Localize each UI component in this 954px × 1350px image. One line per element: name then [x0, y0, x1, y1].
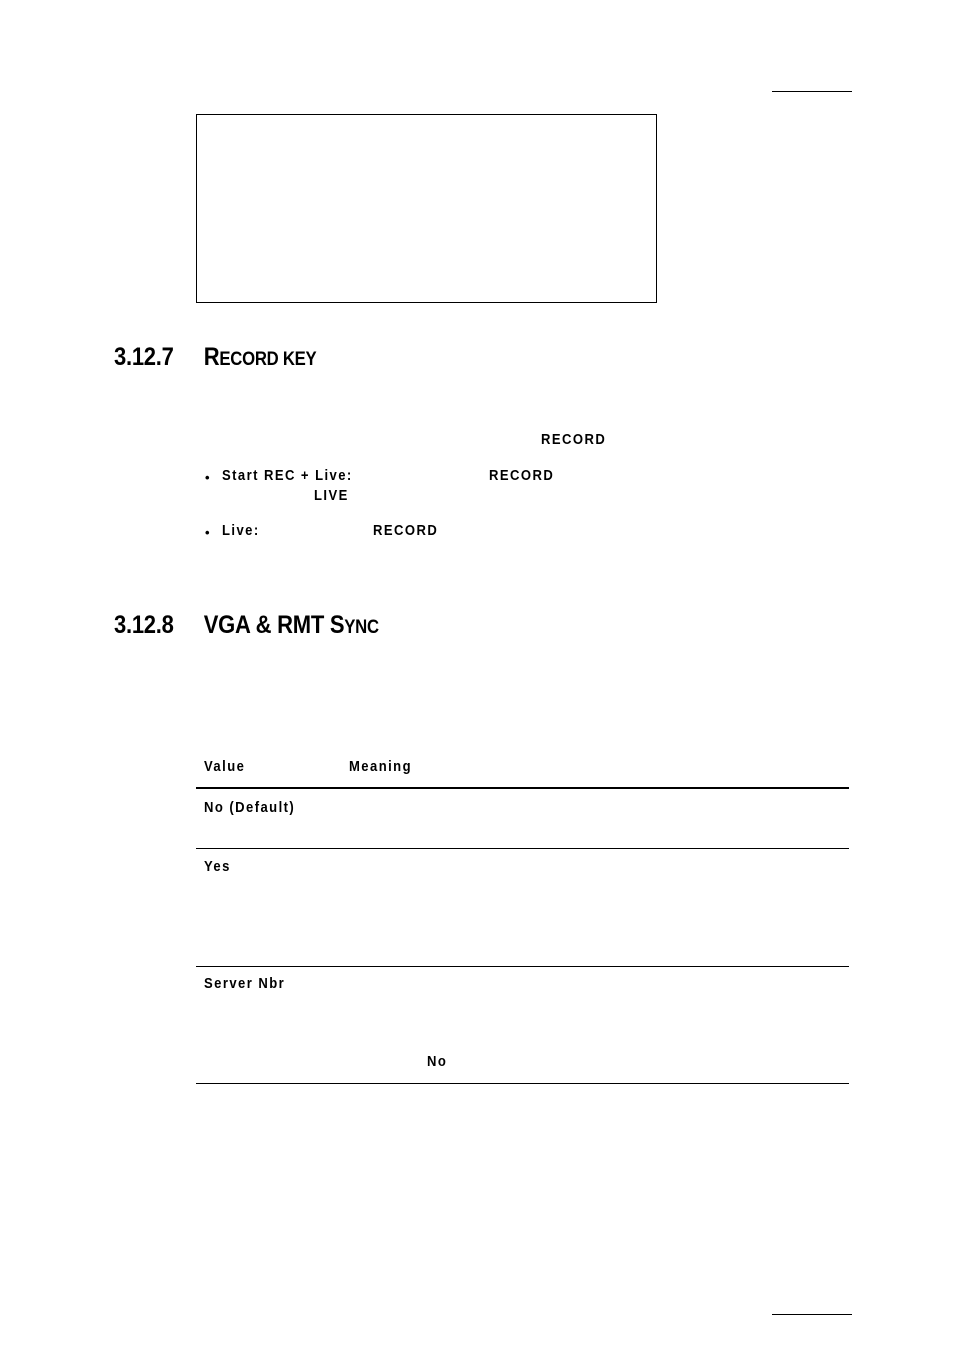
section-title-main: VGA & RMT S — [203, 611, 345, 639]
bullet-live-key: RECORD — [373, 523, 439, 539]
bullet-live-label: Live: — [222, 523, 260, 539]
bullet-start-rec-live-label: Start REC + Live: — [222, 468, 353, 484]
footer-rule — [772, 1314, 852, 1315]
section-title-initial: R — [203, 343, 220, 371]
table-row-divider — [196, 848, 849, 849]
table-header-meaning: Meaning — [349, 759, 413, 775]
section-heading-record-key — [114, 343, 316, 372]
section-number: 3.12.8 — [114, 611, 174, 639]
table-header-rule — [196, 787, 849, 789]
table-row-value: Server Nbr — [204, 976, 286, 992]
header-rule — [772, 91, 852, 92]
table-row-divider — [196, 966, 849, 967]
table-row-value: Yes — [204, 859, 231, 875]
bullet-start-rec-live-key2: LIVE — [314, 488, 349, 504]
table-header-value: Value — [204, 759, 246, 775]
table-bottom-rule — [196, 1083, 849, 1084]
bullet-icon: • — [205, 470, 210, 485]
bullet-icon: • — [205, 525, 210, 540]
screenshot-frame — [196, 114, 657, 303]
record-key-label: RECORD — [541, 432, 607, 448]
section-heading-vga-rmt-sync — [114, 611, 379, 640]
section-number: 3.12.7 — [114, 343, 174, 371]
bullet-start-rec-live-key: RECORD — [489, 468, 555, 484]
section-title-rest: ECORD KEY — [219, 349, 317, 370]
table-row-value: No (Default) — [204, 800, 296, 816]
table-row-note: No — [427, 1054, 448, 1070]
section-title-rest: YNC — [344, 617, 379, 638]
